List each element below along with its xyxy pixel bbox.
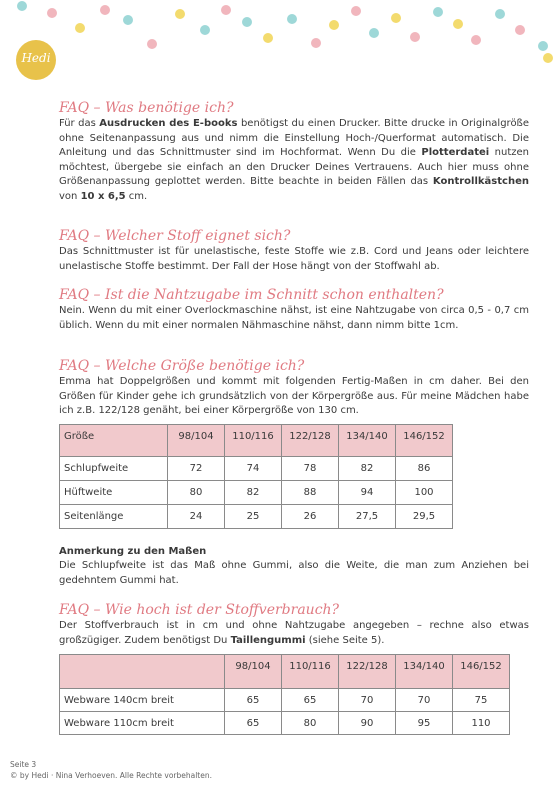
- table-row: [60, 505, 453, 529]
- table-header-row: [60, 425, 453, 457]
- table-cell: 100: [396, 481, 453, 505]
- confetti-dot: [123, 15, 133, 25]
- faq-consumption-heading: FAQ – Wie hoch ist der Stoffverbrauch?: [59, 602, 340, 618]
- confetti-dot: [200, 25, 210, 35]
- table-cell: 110: [453, 712, 510, 735]
- table-header-cell: 110/116: [225, 425, 282, 457]
- table-header-cell: 98/104: [168, 425, 225, 457]
- table-header-cell: 134/140: [339, 425, 396, 457]
- table-row: [60, 712, 510, 735]
- table-cell: Webware 110cm breit: [60, 712, 225, 735]
- bold-text: Plotterdatei: [421, 147, 490, 159]
- text-run: benötigst du einen Drucker. Bitte drucke in Originalgröße ohne Seitenanpassung aus und nimm die Einstellung Hoch-/Querformat automatisch. Die Anleitung und das Schnittmuster sind im Hochformat. Wenn Du die: [59, 118, 530, 159]
- table-row: [60, 457, 453, 481]
- confetti-dot: [391, 13, 401, 23]
- table-header-row: [60, 655, 510, 689]
- confetti-dot: [538, 41, 548, 51]
- table-cell: Webware 140cm breit: [60, 689, 225, 712]
- table-cell: 82: [225, 481, 282, 505]
- table-cell: 27,5: [339, 505, 396, 529]
- fabric-consumption-table: [59, 654, 510, 735]
- table-cell: 94: [339, 481, 396, 505]
- confetti-dot: [495, 9, 505, 19]
- bold-text: Kontrollkästchen: [432, 176, 529, 188]
- confetti-dot: [287, 14, 297, 24]
- faq-size-text: Emma hat Doppelgrößen und kommt mit folgenden Fertig-Maßen in cm daher. Bei den Größen für Kinder gehe ich grundsätzlich von der Körpergröße aus. Für meine Mädchen habe ich z.B. 122/128 genäht, bei einer Körpergröße von 130 cm.: [59, 376, 529, 417]
- faq-consumption-section: [59, 602, 529, 648]
- copyright: © by Hedi · Nina Verhoeven. Alle Rechte vorbehalten.: [10, 771, 213, 780]
- confetti-dot: [47, 8, 57, 18]
- table-cell: 78: [282, 457, 339, 481]
- table-cell: 75: [453, 689, 510, 712]
- text-run: (siehe Seite 5).: [305, 634, 385, 646]
- faq-fabric-heading: FAQ – Welcher Stoff eignet sich?: [59, 228, 291, 244]
- faq-seam-heading: FAQ – Ist die Nahtzugabe im Schnitt schon enthalten?: [59, 287, 444, 303]
- confetti-dot: [515, 25, 525, 35]
- table-cell: Schlupfweite: [60, 457, 168, 481]
- confetti-dot: [100, 5, 110, 15]
- table-header-cell: 134/140: [396, 655, 453, 689]
- faq-fabric-section: [59, 228, 529, 274]
- confetti-dot: [471, 35, 481, 45]
- text-run: cm.: [125, 190, 148, 202]
- note-title: Anmerkung zu den Maßen: [59, 546, 207, 557]
- confetti-dot: [242, 17, 252, 27]
- confetti-dot: [75, 23, 85, 33]
- hedi-logo: [16, 40, 56, 80]
- size-table: [59, 424, 453, 529]
- faq-consumption-paragraph: [59, 619, 529, 648]
- table-cell: 24: [168, 505, 225, 529]
- text-run: nutzen möchtest, übergebe sie einfach an den Drucker Deines Vertrauens. Auch hier muss ohne Größenanpassung geplottet werden. Bitte beachte in beiden Fällen das: [59, 147, 529, 188]
- confetti-dots-decoration: [0, 0, 560, 70]
- table-cell: 65: [225, 712, 282, 735]
- faq-seam-text: Nein. Wenn du mit einer Overlockmaschine nähst, ist eine Nahtzugabe von circa 0,5 - 0,7 cm üblich. Wenn du mit einer normalen Nähmaschine nähst, dann nimm bitte 1cm.: [59, 305, 529, 331]
- table-cell: 65: [282, 689, 339, 712]
- logo-text: Hedi: [21, 51, 51, 65]
- faq-fabric-text: Das Schnittmuster ist für unelastische, feste Stoffe wie z.B. Cord und Jeans oder leichtere unelastische Stoffe bestimmt. Der Fall der Hose hängt von der Stoffwahl ab.: [59, 246, 529, 272]
- faq-seam-section: [59, 287, 529, 333]
- table-cell: 70: [396, 689, 453, 712]
- confetti-dot: [351, 6, 361, 16]
- text-run: Für das: [59, 118, 100, 129]
- table-header-cell: 122/128: [282, 425, 339, 457]
- table-cell: 90: [339, 712, 396, 735]
- table-header-cell: 98/104: [225, 655, 282, 689]
- confetti-dot: [263, 33, 273, 43]
- table-cell: 72: [168, 457, 225, 481]
- table-cell: 26: [282, 505, 339, 529]
- table-row: [60, 481, 453, 505]
- table-cell: 29,5: [396, 505, 453, 529]
- confetti-dot: [311, 38, 321, 48]
- faq-size-section: [59, 358, 529, 419]
- faq-print-paragraph: [59, 117, 529, 205]
- bold-text: 10 x 6,5: [80, 190, 126, 202]
- note-text: Die Schlupfweite ist das Maß ohne Gummi, also die Weite, die man zum Anziehen bei gedehntem Gummi hat.: [59, 560, 529, 586]
- text-run: von: [59, 190, 81, 202]
- table-header-cell: 146/152: [453, 655, 510, 689]
- table-header-cell: 146/152: [396, 425, 453, 457]
- table-cell: 25: [225, 505, 282, 529]
- confetti-dot: [17, 1, 27, 11]
- table-cell: 80: [168, 481, 225, 505]
- table-header-cell: Größe: [60, 425, 168, 457]
- table-cell: 86: [396, 457, 453, 481]
- faq-print-heading: FAQ – Was benötige ich?: [59, 100, 234, 116]
- table-cell: 65: [225, 689, 282, 712]
- confetti-dot: [175, 9, 185, 19]
- confetti-dot: [543, 53, 553, 63]
- table-row: [60, 689, 510, 712]
- confetti-dot: [453, 19, 463, 29]
- table-header-cell: 122/128: [339, 655, 396, 689]
- confetti-dot: [147, 39, 157, 49]
- faq-print-section: [59, 100, 529, 205]
- table-cell: 74: [225, 457, 282, 481]
- table-cell: 95: [396, 712, 453, 735]
- table-header-cell: 110/116: [282, 655, 339, 689]
- table-cell: 82: [339, 457, 396, 481]
- page-number: Seite 3: [10, 760, 37, 769]
- table-cell: 80: [282, 712, 339, 735]
- confetti-dot: [410, 32, 420, 42]
- faq-size-heading: FAQ – Welche Größe benötige ich?: [59, 358, 305, 374]
- table-header-cell: [60, 655, 225, 689]
- table-cell: Seitenlänge: [60, 505, 168, 529]
- table-cell: 70: [339, 689, 396, 712]
- confetti-dot: [369, 28, 379, 38]
- bold-text: Ausdrucken des E-books: [99, 118, 238, 129]
- confetti-dot: [221, 5, 231, 15]
- confetti-dot: [433, 7, 443, 17]
- confetti-dot: [329, 20, 339, 30]
- measurement-note: [59, 545, 529, 588]
- bold-text: Taillengummi: [230, 634, 306, 646]
- text-run: Der Stoffverbrauch ist in cm und ohne Nahtzugabe angegeben – rechne also etwas großzügiger. Zudem benötigst Du: [59, 620, 529, 646]
- table-cell: 88: [282, 481, 339, 505]
- table-cell: Hüftweite: [60, 481, 168, 505]
